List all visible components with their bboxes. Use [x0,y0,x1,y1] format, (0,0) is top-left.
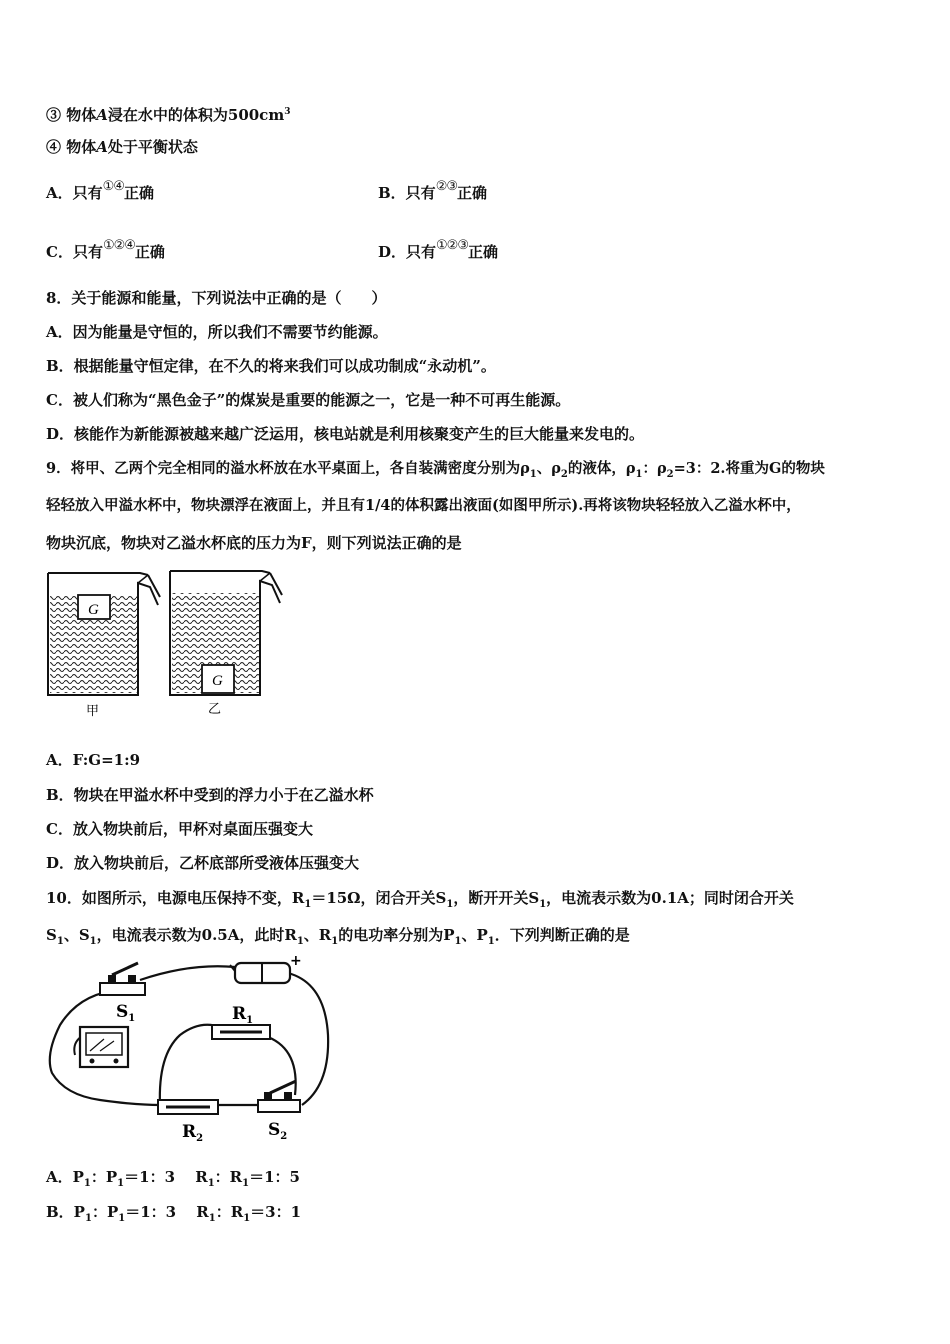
cup-label-yi: 乙 [208,702,222,717]
statement-3: ③ 物体A浸在水中的体积为$500cm^3$ [46,106,291,124]
label-r2-sub: 2 [196,1133,204,1144]
q9-stem-line3: 物块沉底，物块对乙溢水杯底的压力为F，则下列说法正确的是 [46,534,462,552]
label-r1: R [232,1004,247,1024]
circuit-figure [40,955,340,1150]
resistor-r2 [158,1100,218,1114]
label-s2: S [268,1120,281,1140]
svg-text:S2 [268,1120,287,1142]
q8-option-c: C．被人们称为“黑色金子”的煤炭是重要的能源之一，它是一种不可再生能源。 [46,391,571,409]
block-label-jia: G [88,602,99,618]
q10-option-a: A．$P_1$：$P_1=1$：3 $R_1$：$R_1=1$：5 [46,1168,300,1189]
option-d: D．只有①②③正确 [378,238,498,261]
q10-option-b: B．$P_1$：$P_1=1$：3 $R_1$：$R_1=3$：1 [46,1203,302,1224]
q9-stem-line2: 轻轻放入甲溢水杯中，物块漂浮在液面上，并且有1/4的体积露出液面(如图甲所示).再将该物块轻轻放入乙溢水杯中， [46,497,801,514]
battery [230,963,290,983]
q9-option-c: C．放入物块前后，甲杯对桌面压强变大 [46,820,313,838]
ammeter [80,1027,128,1067]
q9-option-b: B．物块在甲溢水杯中受到的浮力小于在乙溢水杯 [46,786,374,804]
resistor-r1 [212,1025,270,1039]
block-label-yi: G [212,673,223,689]
q10-stem-line2: $S_1$、$S_1$，电流表示数为0.5A，此时$R_1$、$R_1$的电功率分别为$P_1$、$P_1$．下列判断正确的是 [46,926,630,947]
cup-yi [170,571,282,695]
option-b: B．只有②③正确 [378,179,488,202]
q8-option-d: D．核能作为新能源被越来越广泛运用，核电站就是利用核聚变产生的巨大能量来发电的。 [46,425,645,443]
statement-4: ④ 物体A处于平衡状态 [46,138,198,156]
svg-text:R2 [182,1122,203,1144]
plus-sign: + [290,955,302,969]
q8-option-a: A．因为能量是守恒的，所以我们不需要节约能源。 [46,323,388,341]
q8-option-b: B．根据能量守恒定律，在不久的将来我们可以成功制成“永动机”。 [46,357,496,375]
option-c: C．只有①②④正确 [46,238,165,261]
cup-jia [48,573,160,695]
label-r2: R [182,1122,197,1142]
q9-stem-line1: 9．将甲、乙两个完全相同的溢水杯放在水平桌面上，各自装满密度分别为$\rho_1$、$\rho_2$的液体，$\rho_1$：$\rho_2=3$：2.将重为G的物块 [46,460,825,480]
q9-option-d: D．放入物块前后，乙杯底部所受液体压强变大 [46,854,360,872]
q9-option-a: A．F:G=1:9 [46,751,141,769]
switch-s2 [258,1081,300,1112]
overflow-cups-figure [40,565,300,720]
q8-stem: 8．关于能源和能量，下列说法中正确的是（ ） [46,289,387,307]
option-a: A．只有①④正确 [46,179,154,202]
svg-text:S1 [116,1002,135,1024]
label-r1-sub: 1 [246,1015,254,1026]
cup-label-jia: 甲 [86,704,100,719]
switch-s1 [100,963,145,995]
label-s1-sub: 1 [128,1013,136,1024]
label-s1: S [116,1002,129,1022]
label-s2-sub: 2 [280,1131,288,1142]
svg-text:R1 [232,1004,253,1026]
q10-stem-line1: 10．如图所示，电源电压保持不变，$R_1=15\Omega$，闭合开关$S_1$，断开开关$S_1$，电流表示数为0.1A；同时闭合开关 [46,889,794,910]
